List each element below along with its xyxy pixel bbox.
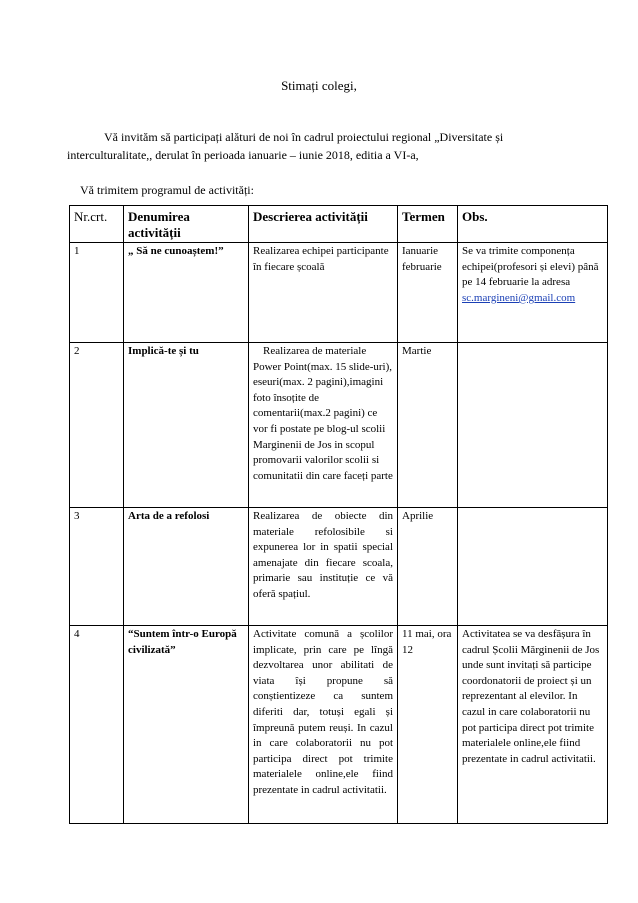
row-nr: 2 [70, 343, 124, 508]
program-intro: Vă trimitem programul de activități: [80, 183, 254, 197]
row-name: Arta de a refolosi [124, 508, 249, 626]
row-nr: 4 [70, 626, 124, 824]
table-row [70, 343, 608, 508]
header-term: Termen [398, 206, 458, 243]
table-row [70, 626, 608, 824]
row-obs [458, 243, 608, 343]
row-description [249, 343, 398, 508]
row-term: 11 mai, ora 12 [398, 626, 458, 824]
description-text: Realizarea de materiale Power Point(max. 15 slide-uri), eseuri(max. 2 pagini),imagini foto însoțite de comentarii(max.2 pagini) ce vor fi postate pe blog-ul scolii Marginenii de Jos in scopul promovarii valorilor scolii si comunitatii din care faceți parte [253, 345, 393, 482]
row-term: Martie [398, 343, 458, 508]
activities-table [69, 205, 608, 824]
table-row [70, 243, 608, 343]
row-name: „ Să ne cunoaștem!” [124, 243, 249, 343]
row-nr: 3 [70, 508, 124, 626]
row-description: Realizarea de obiecte din materiale refolosibile si expunerea lor in spatii special amenajate din fiecare scoala, primarie sau instituție ce vă oferă spațiul. [249, 508, 398, 626]
header-obs: Obs. [458, 206, 608, 243]
table-header-row [70, 206, 608, 243]
row-name: Implică-te și tu [124, 343, 249, 508]
row-description: Activitate comună a școlilor implicate, prin care pe lîngă dezvoltarea unor abilitati de viata își propune să conștientizeze ca suntem diferiti dar, totuși egali și împreună putem reuși. In cazul in care colaboratorii nu pot participa direct pot trimite materialele online,ele fiind prezentate in cadrul activitatii. [249, 626, 398, 824]
intro-paragraph: Vă invităm să participați alături de noi în cadrul proiectului regional „Diversitate și interculturalitate,, derulat în perioada ianuarie – iunie 2018, editia a VI-a, [67, 130, 504, 162]
greeting: Stimați colegi, [281, 78, 357, 93]
header-name: Denumirea activității [124, 206, 249, 243]
row-term: Ianuarie februarie [398, 243, 458, 343]
row-obs [458, 343, 608, 508]
row-nr: 1 [70, 243, 124, 343]
row-name: “Suntem într-o Europă civilizată” [124, 626, 249, 824]
row-description: Realizarea echipei participante în fiecare școală [249, 243, 398, 343]
row-obs: Activitatea se va desfășura în cadrul Școlii Mărginenii de Jos unde sunt invitați să participe coordonatorii de proiect și un reprezentant al elevilor. In cazul in care colaboratorii nu pot participa direct pot trimite materialele online,ele fiind prezentate in cadrul activitatii. [458, 626, 608, 824]
email-link[interactable]: sc.margineni@gmail.com [462, 291, 576, 304]
obs-text: Se va trimite componența echipei(profesori și elevi) până pe 14 februarie la adresa [462, 245, 599, 289]
header-description: Descrierea activității [249, 206, 398, 243]
header-nr: Nr.crt. [70, 206, 124, 243]
table-row [70, 508, 608, 626]
row-obs [458, 508, 608, 626]
row-term: Aprilie [398, 508, 458, 626]
